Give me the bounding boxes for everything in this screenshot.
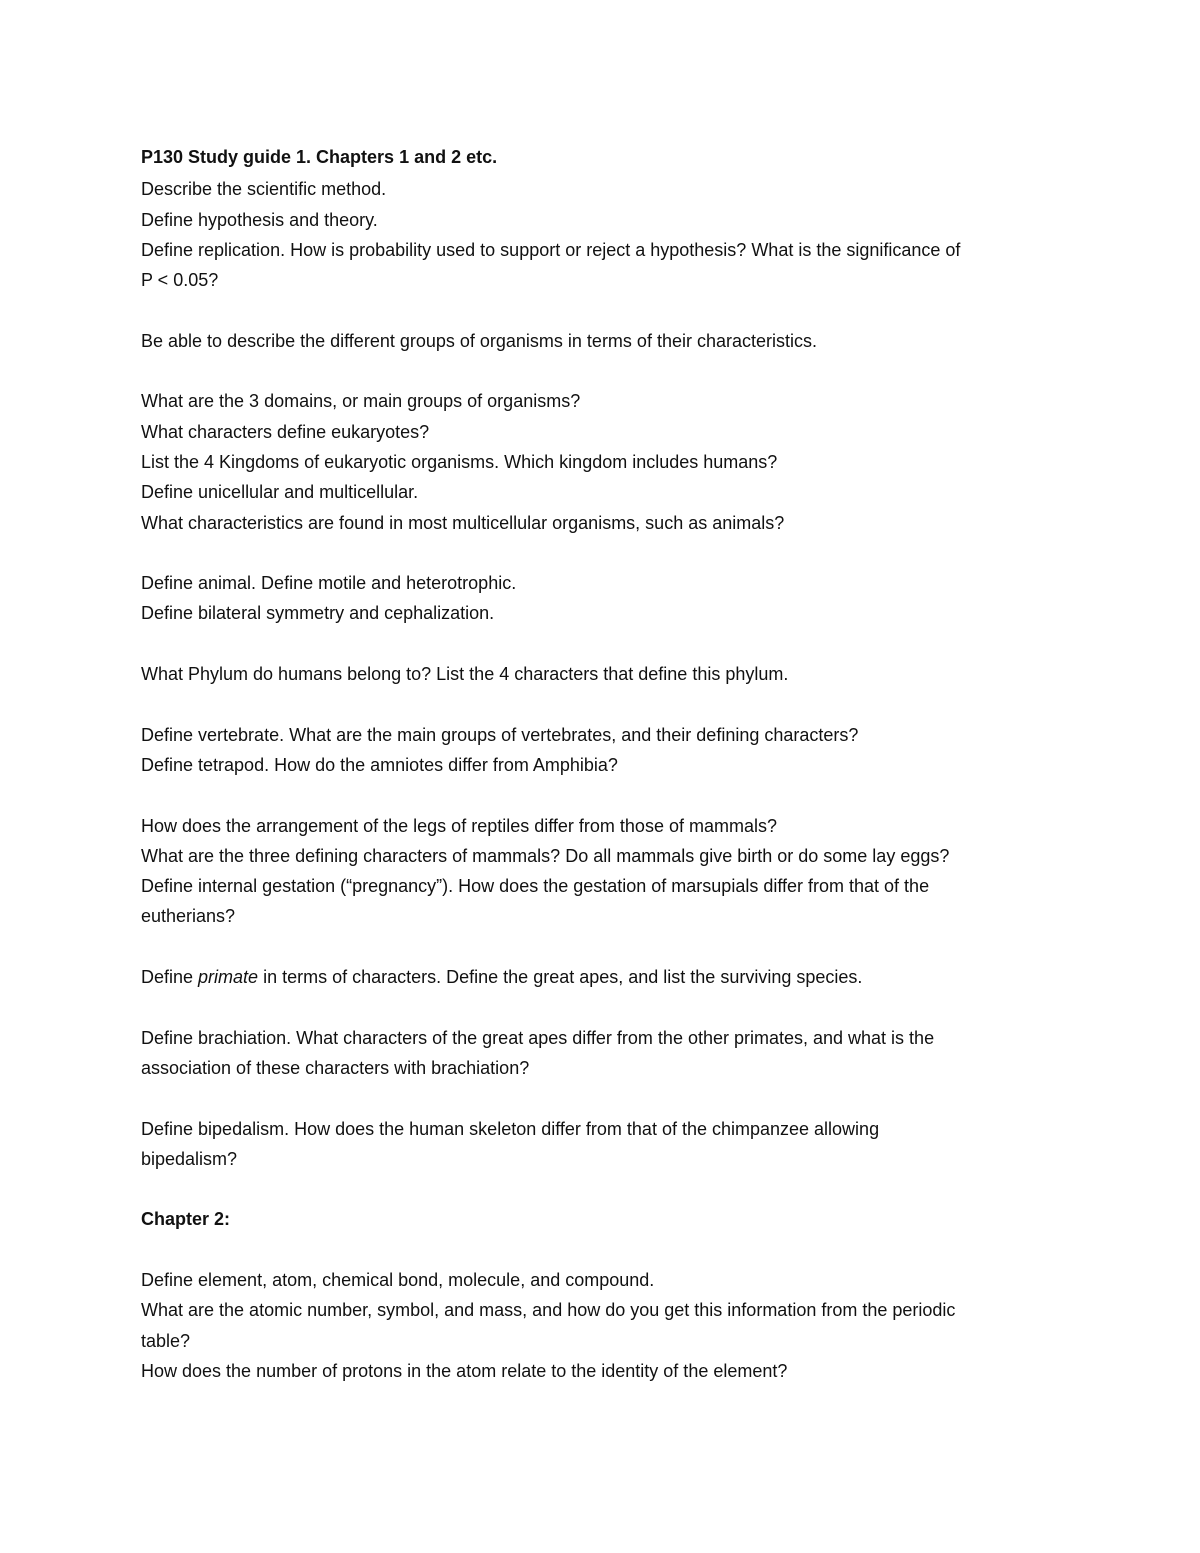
question-brachiation-cont: association of these characters with brachiation? — [141, 1057, 530, 1078]
blank-line — [141, 629, 1061, 659]
blank-line — [141, 1083, 1061, 1113]
blank-line — [141, 356, 1061, 386]
question-protons: How does the number of protons in the atom relate to the identity of the element? — [141, 1360, 788, 1381]
question-bipedalism: Define bipedalism. How does the human skeleton differ from that of the chimpanzee allowing — [141, 1118, 880, 1139]
primate-term: primate — [198, 967, 259, 988]
document-body — [141, 142, 1061, 1386]
blank-line — [141, 295, 1061, 325]
question-gestation: Define internal gestation (“pregnancy”). How does the gestation of marsupials differ from that of the — [141, 876, 930, 897]
blank-line — [141, 992, 1061, 1022]
question-vertebrate: Define vertebrate. What are the main groups of vertebrates, and their defining characters? — [141, 724, 859, 745]
document-title: P130 Study guide 1. Chapters 1 and 2 etc. — [141, 147, 498, 167]
chapter-2-heading: Chapter 2: — [141, 1209, 231, 1230]
question-primate — [141, 962, 1061, 992]
blank-line — [141, 538, 1061, 568]
question-eukaryotes: What characters define eukaryotes? — [141, 421, 430, 442]
question-unicellular: Define unicellular and multicellular. — [141, 482, 419, 503]
blank-line — [141, 1235, 1061, 1265]
question-bipedalism-cont: bipedalism? — [141, 1148, 238, 1169]
question-replication-cont: P < 0.05? — [141, 270, 219, 291]
primate-prefix: Define — [141, 967, 199, 988]
question-symmetry: Define bilateral symmetry and cephalization. — [141, 603, 495, 624]
primate-suffix: in terms of characters. Define the great apes, and list the surviving species. — [258, 967, 863, 988]
blank-line — [141, 1174, 1061, 1204]
question-brachiation: Define brachiation. What characters of the great apes differ from the other primates, and what is the — [141, 1027, 935, 1048]
question-atomic-number: What are the atomic number, symbol, and mass, and how do you get this information from the periodic — [141, 1300, 956, 1321]
question-element: Define element, atom, chemical bond, molecule, and compound. — [141, 1269, 655, 1290]
question-atomic-number-cont: table? — [141, 1330, 191, 1351]
question-phylum: What Phylum do humans belong to? List the 4 characters that define this phylum. — [141, 664, 789, 685]
question-gestation-cont: eutherians? — [141, 906, 236, 927]
question-reptile-legs: How does the arrangement of the legs of reptiles differ from those of mammals? — [141, 815, 777, 836]
blank-line — [141, 689, 1061, 719]
question-tetrapod: Define tetrapod. How do the amniotes differ from Amphibia? — [141, 754, 618, 775]
question-domains: What are the 3 domains, or main groups of organisms? — [141, 391, 581, 412]
question-hypothesis-theory: Define hypothesis and theory. — [141, 209, 378, 230]
question-organism-groups: Be able to describe the different groups of organisms in terms of their characteristics. — [141, 330, 817, 351]
blank-line — [141, 780, 1061, 810]
blank-line — [141, 932, 1061, 962]
question-animal: Define animal. Define motile and heterotrophic. — [141, 573, 517, 594]
question-scientific-method: Describe the scientific method. — [141, 179, 387, 200]
question-replication: Define replication. How is probability used to support or reject a hypothesis? What is the significance of — [141, 239, 961, 260]
question-mammal-characters: What are the three defining characters of mammals? Do all mammals give birth or do some lay eggs? — [141, 845, 950, 866]
question-multicellular-characteristics: What characteristics are found in most multicellular organisms, such as animals? — [141, 512, 785, 533]
question-kingdoms: List the 4 Kingdoms of eukaryotic organisms. Which kingdom includes humans? — [141, 451, 778, 472]
